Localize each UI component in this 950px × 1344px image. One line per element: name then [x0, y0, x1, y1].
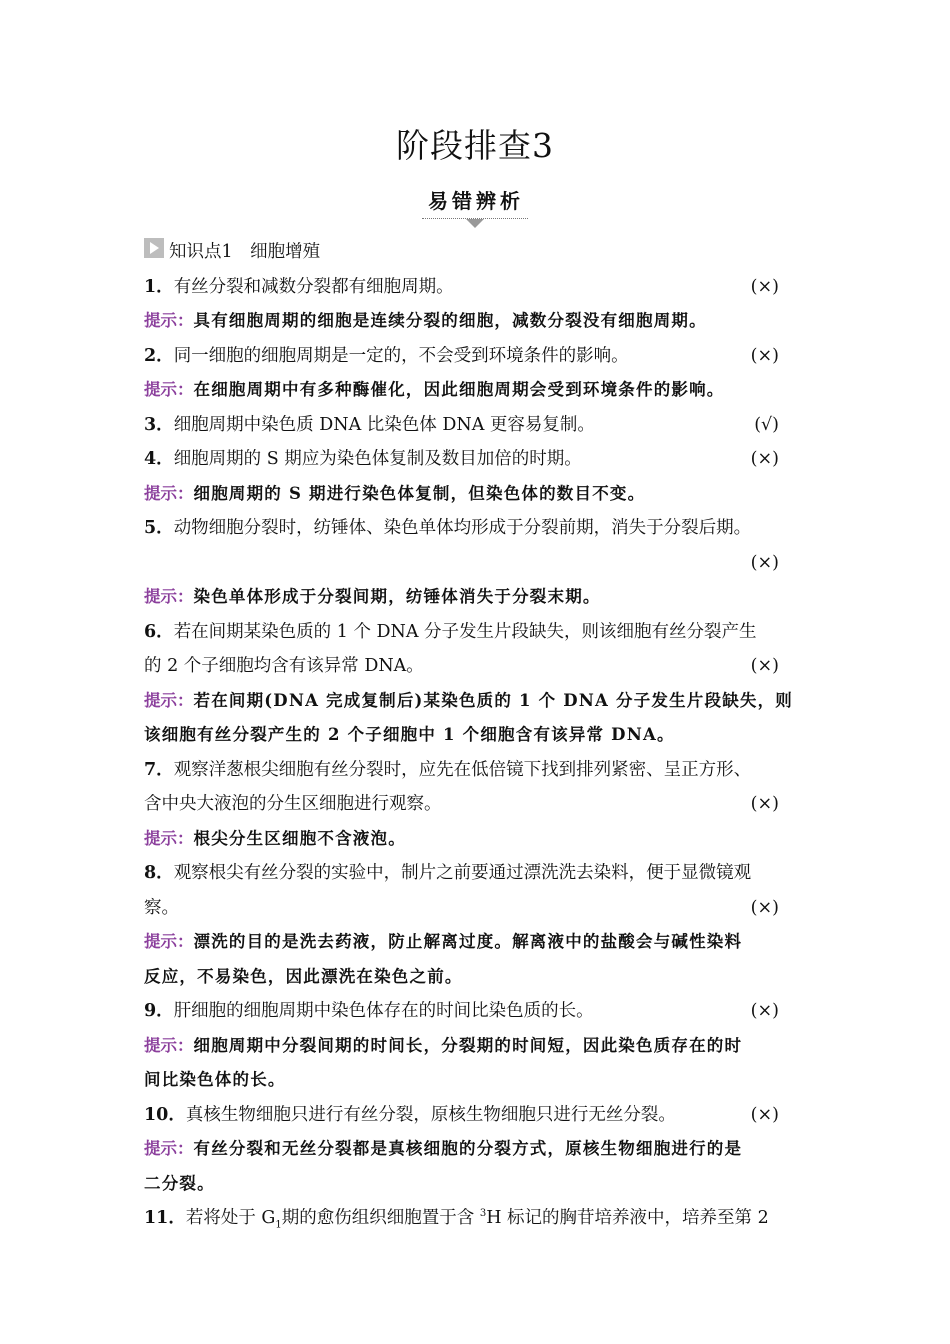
question-line: [144, 787, 809, 822]
hint-line: [144, 822, 809, 857]
question-text: 细胞周期中染色质 DNA 比染色体 DNA 更容易复制。: [173, 414, 595, 435]
question-line: [144, 649, 809, 684]
answer-mark: (×): [750, 345, 779, 366]
hint-line: [144, 684, 809, 719]
hint-line: [144, 1132, 809, 1167]
knowledge-point-heading: [144, 235, 809, 270]
question-text: 观察洋葱根尖细胞有丝分裂时，应先在低倍镜下找到排列紧密、呈正方形、: [173, 759, 752, 780]
triangle-down-icon: [466, 219, 484, 228]
hint-label: 提示：: [144, 1035, 194, 1055]
question-text: 动物细胞分裂时，纺锤体、染色单体均形成于分裂前期，消失于分裂后期。: [173, 518, 752, 538]
hint-text: 二分裂。: [144, 1173, 215, 1193]
question-number: 7．: [144, 759, 174, 780]
page-title: 阶段排查3: [396, 126, 554, 165]
hint-line: [144, 477, 809, 512]
question-number: 10．: [144, 1104, 186, 1125]
knowledge-point-label: 知识点1 细胞增殖: [169, 242, 321, 262]
subscript: 1: [275, 1219, 282, 1231]
hint-label: 提示：: [144, 380, 194, 399]
question-text: 若在间期某染色质的 1 个 DNA 分子发生片段缺失，则该细胞有丝分裂产生: [173, 621, 757, 642]
question-number: 4．: [144, 449, 174, 469]
question-line: [144, 994, 809, 1029]
answer-mark: (×): [750, 552, 779, 573]
hint-line: [144, 580, 809, 615]
hint-text: 根尖分生区细胞不含液泡。: [193, 828, 406, 848]
hint-text: 间比染色体的长。: [144, 1070, 286, 1089]
hint-text: 若在间期(DNA 完成复制后)某染色质的 1 个 DNA 分子发生片段缺失，则: [193, 690, 794, 710]
hint-text: 染色单体形成于分裂间期，纺锤体消失于分裂末期。: [193, 587, 601, 606]
question-text: 细胞周期的 S 期应为染色体复制及数目加倍的时期。: [173, 449, 582, 469]
hint-line: [144, 960, 809, 995]
question-text: 若将处于 G: [185, 1208, 276, 1228]
question-line: [144, 339, 809, 374]
hint-line: [144, 718, 809, 753]
question-number: 2．: [144, 345, 174, 366]
hint-label: 提示：: [144, 311, 194, 330]
question-line: [144, 891, 809, 926]
question-text: 含中央大液泡的分生区细胞进行观察。: [144, 794, 442, 814]
hint-label: 提示：: [144, 587, 194, 606]
question-text: 观察根尖有丝分裂的实验中，制片之前要通过漂洗洗去染料，便于显微镜观: [173, 863, 752, 883]
hint-line: [144, 1063, 809, 1098]
question-line: [144, 1201, 809, 1236]
question-line: [144, 442, 809, 477]
section-header: [0, 186, 950, 228]
hint-label: 提示：: [144, 483, 194, 503]
question-line: [144, 856, 809, 891]
question-text: 有丝分裂和减数分裂都有细胞周期。: [173, 276, 454, 297]
question-line: [144, 408, 809, 443]
answer-mark: (×): [750, 276, 779, 297]
question-text: H 标记的胸苷培养液中，培养至第 2: [486, 1208, 769, 1228]
hint-text: 具有细胞周期的细胞是连续分裂的细胞，减数分裂没有细胞周期。: [193, 311, 707, 330]
hint-text: 漂洗的目的是洗去药液，防止解离过度。解离液中的盐酸会与碱性染料: [193, 932, 743, 951]
hint-label: 提示：: [144, 690, 194, 710]
hint-text: 细胞周期的 S 期进行染色体复制，但染色体的数目不变。: [193, 483, 646, 503]
content: [144, 235, 809, 1236]
question-line: [144, 753, 809, 788]
hint-line: [144, 1167, 809, 1202]
question-number: 11．: [144, 1208, 186, 1228]
answer-mark: (×): [750, 449, 779, 469]
play-icon: [144, 238, 164, 258]
question-number: 5．: [144, 518, 174, 538]
question-text: 期的愈伤组织细胞置于含: [281, 1208, 480, 1228]
question-text: 真核生物细胞只进行有丝分裂，原核生物细胞只进行无丝分裂。: [185, 1104, 676, 1125]
answer-mark: (√): [754, 414, 779, 435]
hint-label: 提示：: [144, 828, 194, 848]
hint-text: 该细胞有丝分裂产生的 2 个子细胞中 1 个细胞含有该异常 DNA。: [144, 725, 675, 744]
question-text: 的 2 个子细胞均含有该异常 DNA。: [144, 656, 424, 676]
answer-mark: (×): [750, 656, 779, 676]
question-line: [144, 615, 809, 650]
question-number: 9．: [144, 1001, 174, 1021]
answer-mark: (×): [750, 1104, 779, 1125]
hint-label: 提示：: [144, 932, 194, 951]
hint-label: 提示：: [144, 1139, 194, 1158]
question-number: 8．: [144, 863, 174, 883]
question-text: 肝细胞的细胞周期中染色体存在的时间比染色质的长。: [173, 1001, 594, 1021]
hint-text: 反应，不易染色，因此漂洗在染色之前。: [144, 966, 463, 986]
question-line: [144, 270, 809, 305]
section-label: 易错辨析: [422, 186, 528, 219]
question-text: 同一细胞的细胞周期是一定的，不会受到环境条件的影响。: [173, 345, 629, 366]
question-line: [144, 546, 809, 581]
hint-text: 有丝分裂和无丝分裂都是真核细胞的分裂方式，原核生物细胞进行的是: [193, 1139, 743, 1158]
question-line: [144, 511, 809, 546]
question-line: [144, 1098, 809, 1133]
question-text: 察。: [144, 897, 179, 918]
hint-line: [144, 925, 809, 960]
answer-mark: (×): [750, 794, 779, 814]
question-number: 3．: [144, 414, 174, 435]
hint-line: [144, 1029, 809, 1064]
question-number: 1．: [144, 276, 174, 297]
superscript: 3: [479, 1208, 487, 1220]
answer-mark: (×): [750, 1001, 779, 1021]
hint-line: [144, 373, 809, 408]
answer-mark: (×): [750, 897, 779, 918]
hint-text: 细胞周期中分裂间期的时间长，分裂期的时间短，因此染色质存在的时: [193, 1035, 743, 1055]
question-number: 6．: [144, 621, 174, 642]
hint-text: 在细胞周期中有多种酶催化，因此细胞周期会受到环境条件的影响。: [193, 380, 725, 399]
hint-line: [144, 304, 809, 339]
